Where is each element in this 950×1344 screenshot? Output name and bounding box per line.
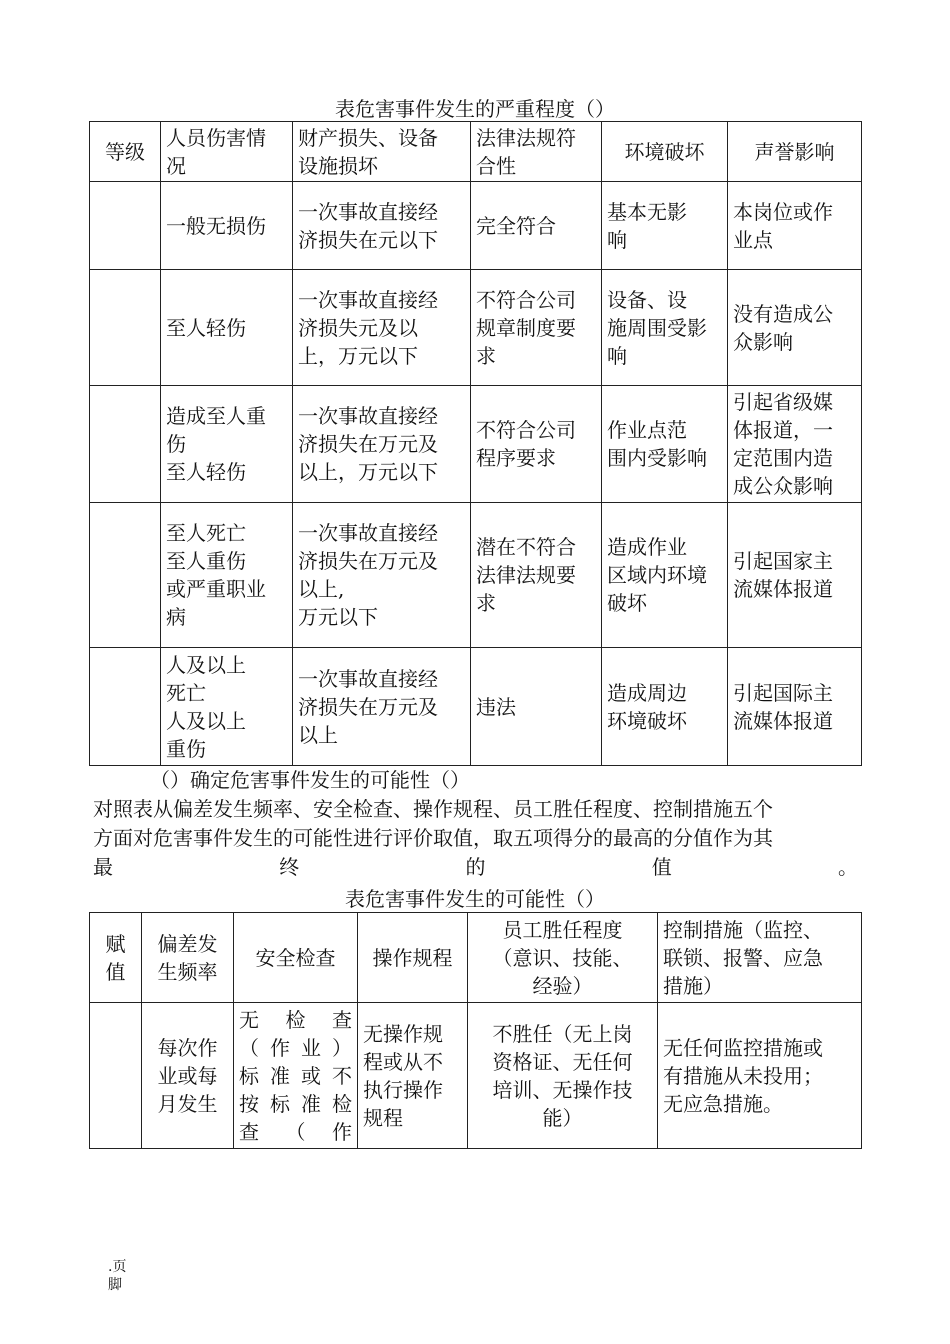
table-cell: 违法 [471,648,602,766]
table-cell: 不符合公司 程序要求 [471,386,602,503]
table-cell: 造成至人重 伤 至人轻伤 [161,386,293,503]
header-cell: 赋 值 [90,913,142,1003]
header-cell: 财产损失、设备 设施损坏 [293,122,471,182]
page-footer: .页 脚 [108,1259,127,1293]
likelihood-table [89,912,862,1149]
table-cell [90,386,161,503]
table-cell: 一次事故直接经 济损失在万元及 以上 [293,648,471,766]
table-cell: 没有造成公 众影响 [728,270,862,386]
table-cell: 至人死亡 至人重伤 或严重职业 病 [161,503,293,648]
header-cell: 等级 [90,122,161,182]
table-cell: 一次事故直接经 济损失在万元及 以上，万元以下 [293,386,471,503]
table-cell: 无操作规 程或从不 执行操作 规程 [358,1003,468,1149]
table-cell: 一次事故直接经 济损失元及以 上，万元以下 [293,270,471,386]
table-row [90,386,862,503]
table-cell [90,1003,142,1149]
paragraph-line: 最终的值。 [93,855,858,879]
table1-title: 表危害事件发生的严重程度（） [335,97,615,121]
table-row [90,503,862,648]
section-heading: （）确定危害事件发生的可能性（） [150,768,470,792]
table-cell: 造成周边 环境破坏 [602,648,728,766]
header-cell: 环境破坏 [602,122,728,182]
header-cell: 声誉影响 [728,122,862,182]
table-cell: 本岗位或作 业点 [728,182,862,270]
table-header-row [90,122,862,182]
table-row [90,270,862,386]
table-cell: 作业点范 围内受影响 [602,386,728,503]
table-row [90,1003,862,1149]
table-cell: 一次事故直接经 济损失在万元及 以上, 万元以下 [293,503,471,648]
severity-table [89,121,862,766]
table-cell: 引起国际主 流媒体报道 [728,648,862,766]
header-cell: 法律法规符 合性 [471,122,602,182]
table-cell [90,270,161,386]
table-cell: 不胜任（无上岗 资格证、无任何 培训、无操作技 能） [468,1003,658,1149]
table-cell: 基本无影 响 [602,182,728,270]
table-cell: 无检查 （作业） 标准或不 按标准检 查（作 [234,1003,358,1149]
header-cell: 安全检查 [234,913,358,1003]
header-cell: 员工胜任程度 （意识、技能、 经验） [468,913,658,1003]
table-cell [90,648,161,766]
table-cell: 至人轻伤 [161,270,293,386]
table-cell: 人及以上 死亡 人及以上 重伤 [161,648,293,766]
table2-title: 表危害事件发生的可能性（） [345,887,605,911]
table-cell [90,182,161,270]
header-cell: 控制措施（监控、 联锁、报警、应急 措施） [658,913,862,1003]
table-cell: 不符合公司 规章制度要 求 [471,270,602,386]
table-cell: 一般无损伤 [161,182,293,270]
table-cell: 每次作 业或每 月发生 [142,1003,234,1149]
table-header-row [90,913,862,1003]
header-cell: 偏差发 生频率 [142,913,234,1003]
header-cell: 操作规程 [358,913,468,1003]
paragraph-line: 对照表从偏差发生频率、安全检查、操作规程、员工胜任程度、控制措施五个 [93,797,773,821]
table-row [90,648,862,766]
table-cell: 引起省级媒 体报道，一 定范围内造 成公众影响 [728,386,862,503]
table-row [90,182,862,270]
table-cell: 一次事故直接经 济损失在元以下 [293,182,471,270]
table-cell: 造成作业 区域内环境 破坏 [602,503,728,648]
table-cell: 引起国家主 流媒体报道 [728,503,862,648]
table-cell: 潜在不符合 法律法规要 求 [471,503,602,648]
table-cell: 无任何监控措施或 有措施从未投用； 无应急措施。 [658,1003,862,1149]
header-cell: 人员伤害情 况 [161,122,293,182]
paragraph-line: 方面对危害事件发生的可能性进行评价取值，取五项得分的最高的分值作为其 [93,826,773,850]
table-cell: 设备、设 施周围受影 响 [602,270,728,386]
table-cell [90,503,161,648]
table-cell: 完全符合 [471,182,602,270]
